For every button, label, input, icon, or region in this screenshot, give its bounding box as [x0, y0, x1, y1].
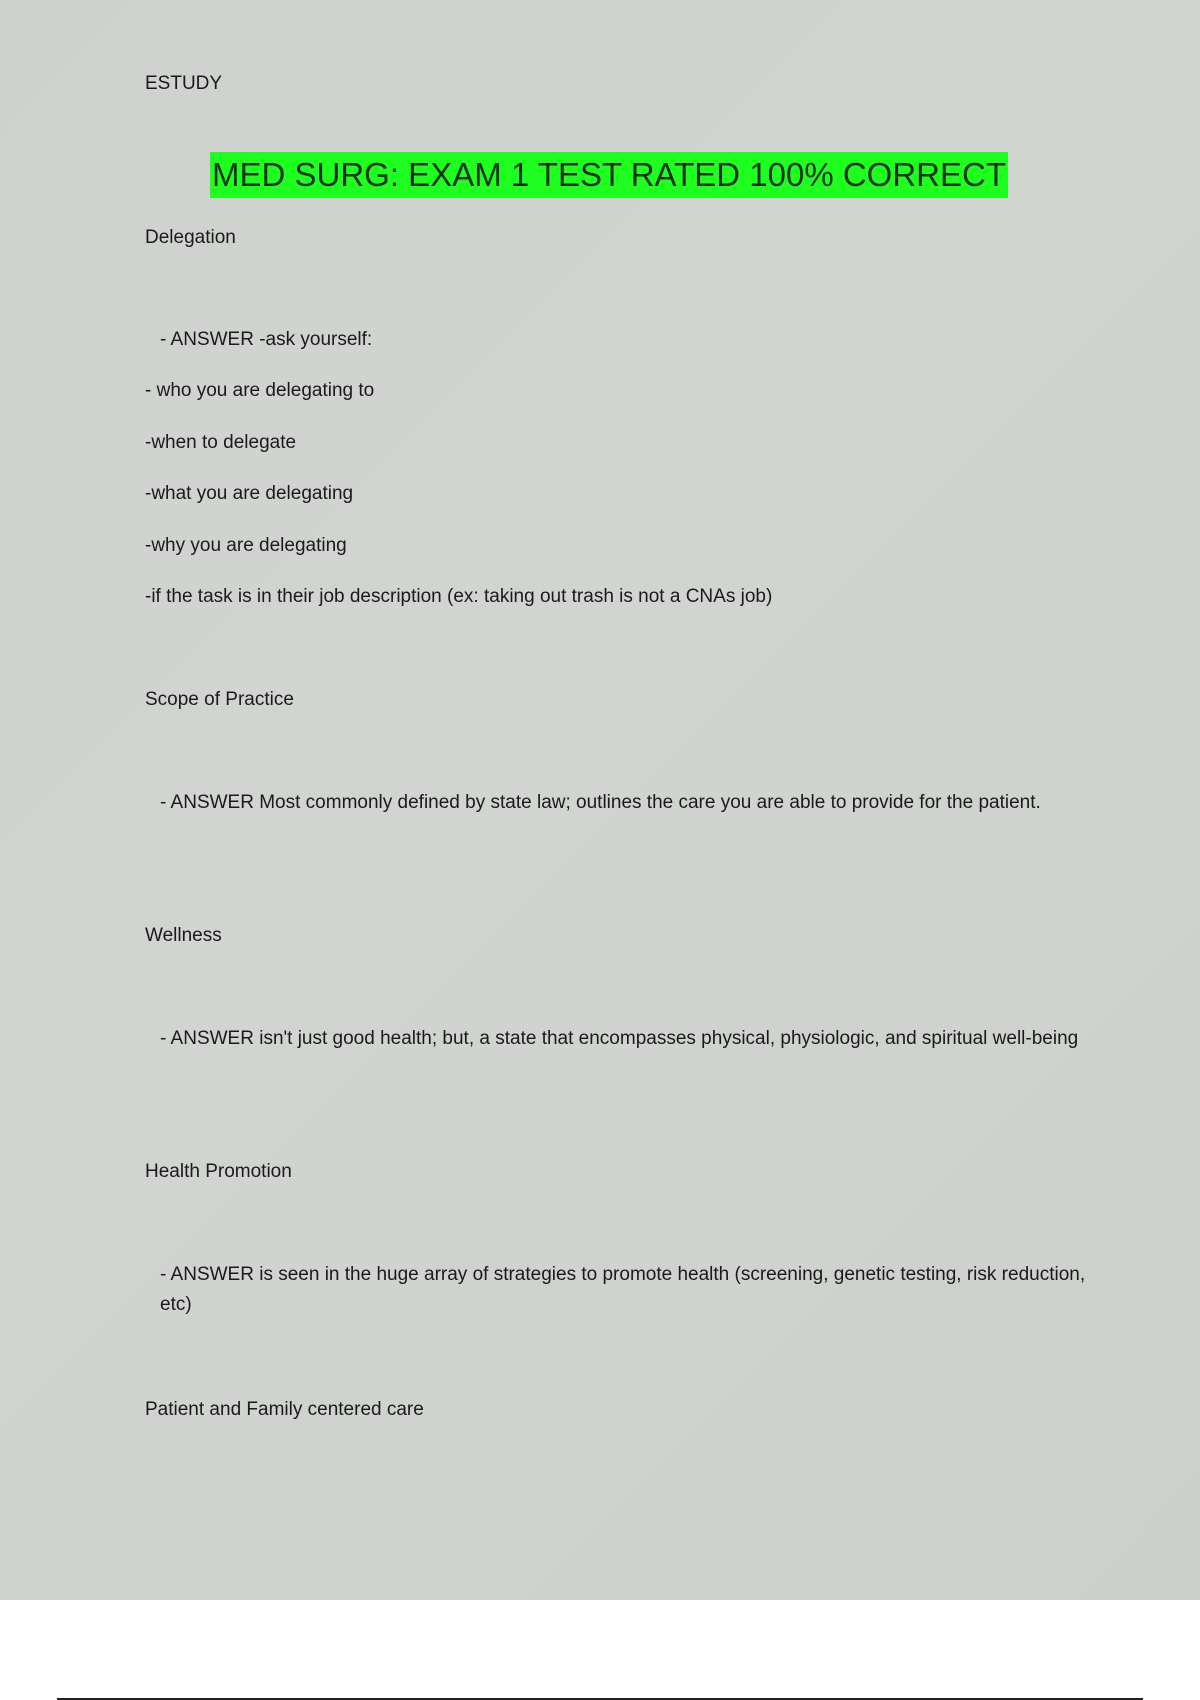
term-wellness: Wellness: [145, 925, 222, 946]
answer-delegation-item: -if the task is in their job description (ex: taking out trash is not a CNAs job): [145, 586, 773, 607]
header-label: ESTUDY: [145, 73, 223, 94]
answer-scope-of-practice: - ANSWER Most commonly defined by state law; outlines the care you are able to provide for the patient.: [160, 792, 1041, 813]
answer-delegation-item: - who you are delegating to: [145, 380, 375, 401]
term-scope-of-practice: Scope of Practice: [145, 689, 294, 710]
title-container: [145, 152, 1095, 198]
answer-wellness: - ANSWER isn't just good health; but, a state that encompasses physical, physiologic, and spiritual well-being: [160, 1028, 1079, 1049]
answer-delegation-item: -why you are delegating: [145, 535, 347, 556]
answer-health-promotion: - ANSWER is seen in the huge array of strategies to promote health (screening, genetic testing, risk reduction, etc): [160, 1264, 1086, 1315]
term-patient-family-centered-care: Patient and Family centered care: [145, 1399, 424, 1420]
term-health-promotion: Health Promotion: [145, 1161, 292, 1182]
answer-delegation-item: -when to delegate: [145, 432, 297, 453]
term-delegation: Delegation: [145, 227, 236, 248]
answer-delegation-item: -what you are delegating: [145, 483, 354, 504]
answer-delegation-intro: - ANSWER -ask yourself:: [160, 329, 373, 350]
document-title: MED SURG: EXAM 1 TEST RATED 100% CORRECT: [210, 152, 1008, 198]
